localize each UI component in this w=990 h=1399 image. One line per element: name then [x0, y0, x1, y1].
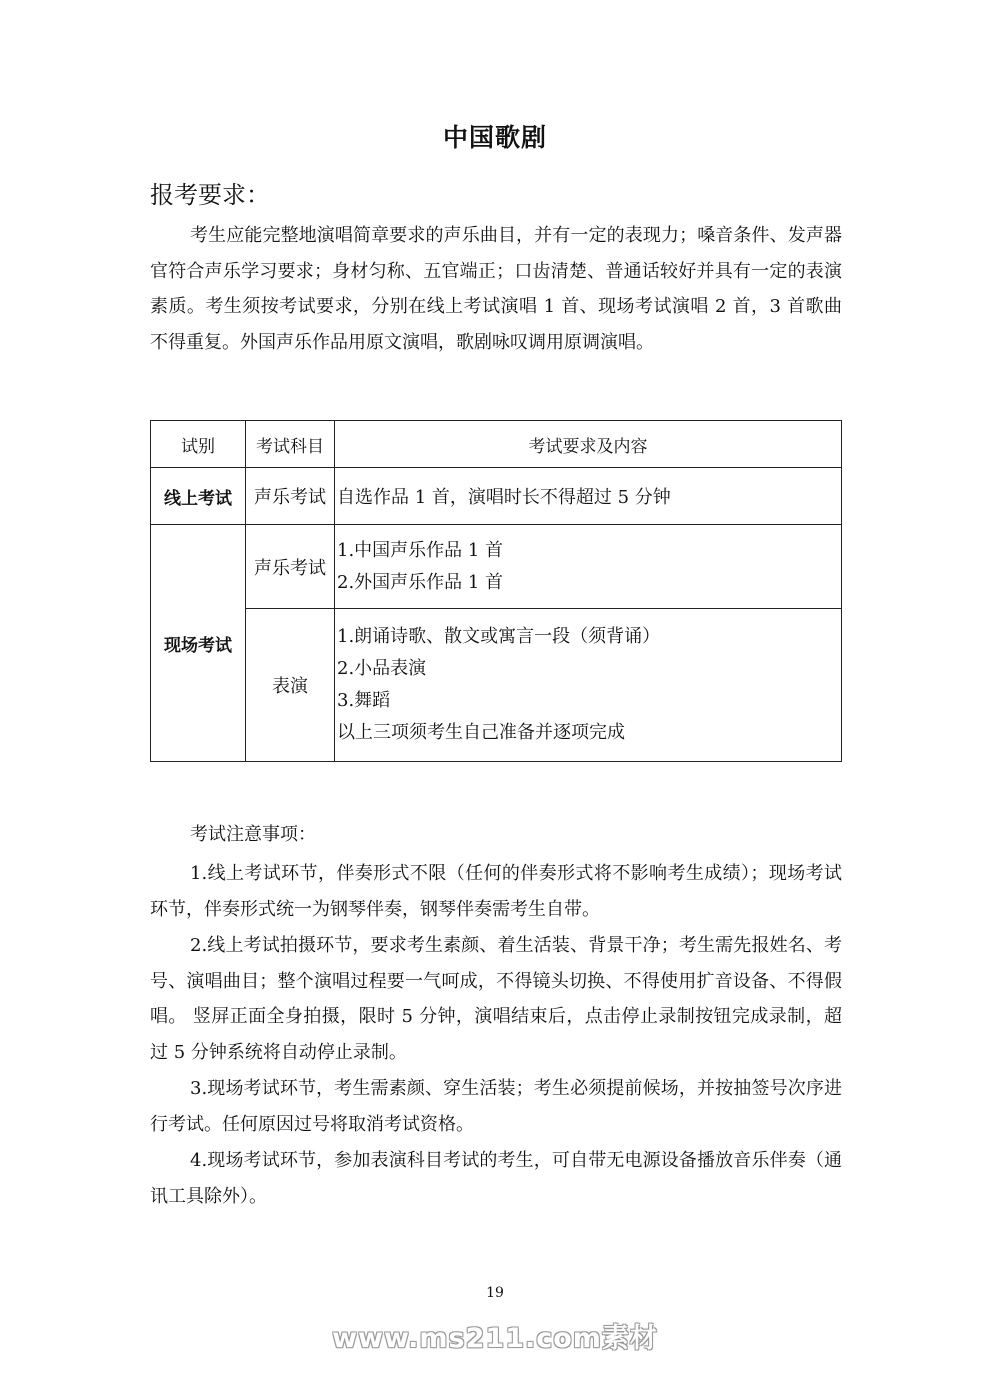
- requirements-text: 考生应能完整地演唱简章要求的声乐曲目，并有一定的表现力；嗓音条件、发声器官符合声乐学习要求；身材匀称、五官端正；口齿清楚、普通话较好并具有一定的表演素质。考生须按考试要求，分别在线上考试演唱 1 首、现场考试演唱 2 首，3 首歌曲不得重复。外国声乐作品用原文演唱，歌剧咏叹调用原调演唱。: [150, 225, 842, 353]
- table-header-row: [151, 421, 842, 468]
- onsite-performance-content: [335, 609, 842, 762]
- list-item: 1.朗诵诗歌、散文或寓言一段（须背诵）: [337, 626, 661, 647]
- table-row-onsite-vocal: [151, 525, 842, 609]
- header-subject: 考试科目: [246, 421, 335, 468]
- online-content: 自选作品 1 首，演唱时长不得超过 5 分钟: [335, 468, 842, 525]
- header-content: 考试要求及内容: [335, 421, 842, 468]
- online-subject: 声乐考试: [246, 468, 335, 525]
- notes-heading: 考试注意事项：: [190, 824, 316, 845]
- page-title: 中国歌剧: [442, 123, 547, 152]
- list-item: 以上三项须考生自己准备并逐项完成: [337, 722, 625, 743]
- notes-list: [150, 856, 842, 1215]
- note-item: 4.现场考试环节，参加表演科目考试的考生，可自带无电源设备播放音乐伴奏（通讯工具除外）。: [150, 1150, 842, 1207]
- onsite-vocal-content: [335, 525, 842, 609]
- table-row-online: [151, 468, 842, 525]
- online-category: 线上考试: [151, 468, 246, 525]
- note-item: 1.线上考试环节，伴奏形式不限（任何的伴奏形式将不影响考生成绩）；现场考试环节，伴奏形式统一为钢琴伴奏，钢琴伴奏需考生自带。: [150, 863, 842, 920]
- table-row-onsite-performance: [151, 609, 842, 762]
- requirements-heading: 报考要求：: [150, 181, 270, 209]
- list-item: 1.中国声乐作品 1 首: [337, 539, 504, 561]
- list-item: 2.外国声乐作品 1 首: [337, 571, 504, 593]
- list-item: 2.小品表演: [337, 658, 427, 679]
- header-category: 试别: [151, 421, 246, 468]
- exam-table: [150, 420, 842, 762]
- onsite-vocal-subject: 声乐考试: [246, 525, 335, 609]
- onsite-category: 现场考试: [151, 525, 246, 762]
- note-item: 3.现场考试环节，考生需素颜、穿生活装；考生必须提前候场，并按抽签号次序进行考试。任何原因过号将取消考试资格。: [150, 1078, 842, 1135]
- watermark: www.ms211.com素材: [332, 1323, 658, 1354]
- note-item: 2.线上考试拍摄环节，要求考生素颜、着生活装、背景干净；考生需先报姓名、考号、演唱曲目；整个演唱过程要一气呵成，不得镜头切换、不得使用扩音设备、不得假唱。 竖屏正面全身拍摄，限时 5 分钟，演唱结束后，点击停止录制按钮完成录制，超过 5 分钟系统将自动停止录制。: [150, 935, 842, 1063]
- list-item: 3.舞蹈: [337, 690, 391, 711]
- onsite-performance-subject: 表演: [246, 609, 335, 762]
- page-number: 19: [486, 1285, 504, 1301]
